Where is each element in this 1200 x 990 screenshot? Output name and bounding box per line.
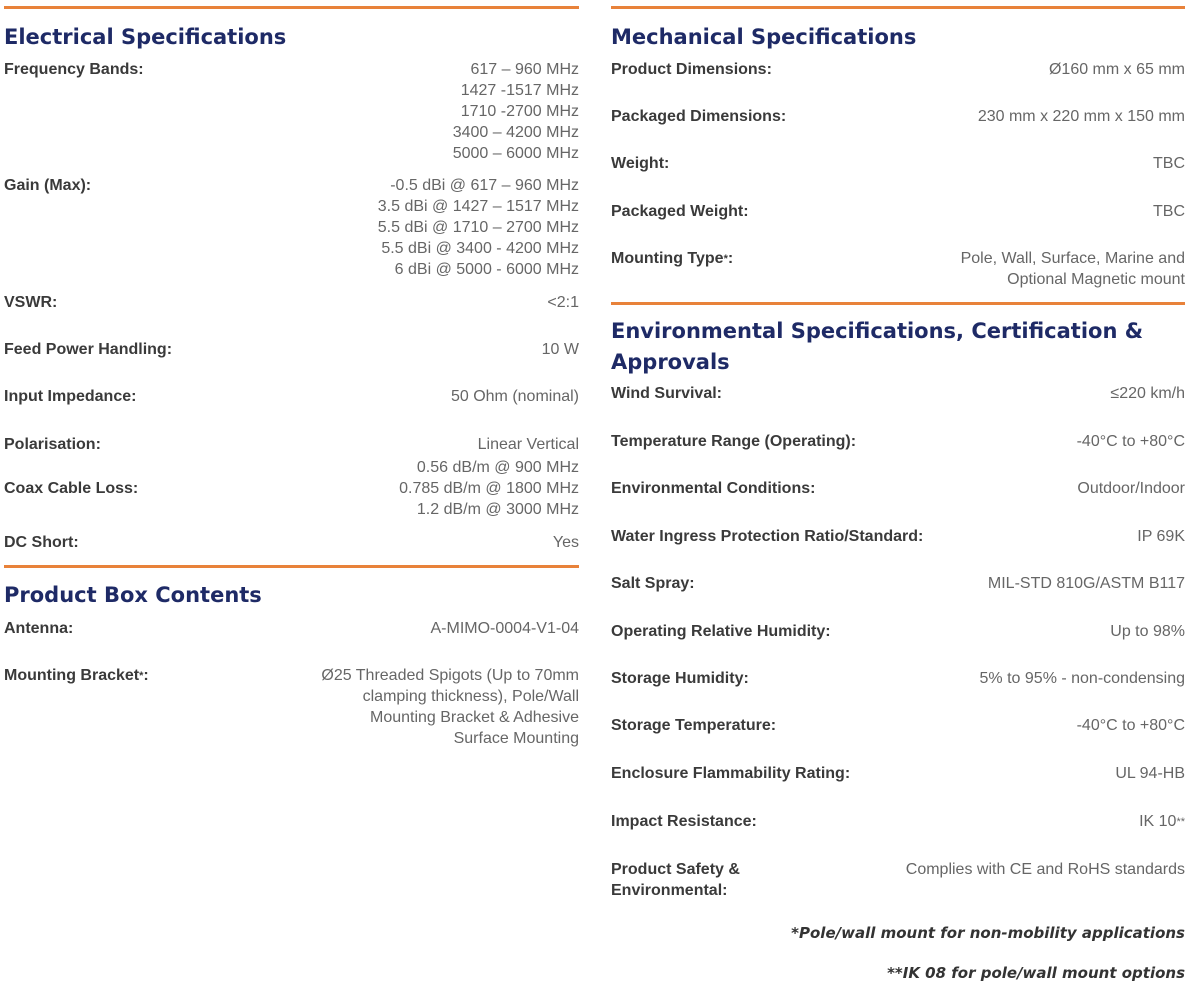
spec-label: Product Safety & Environmental: [611, 861, 740, 899]
spec-value: UL 94-HB [1115, 765, 1185, 782]
footnote-marker: * [139, 670, 144, 682]
spec-label: Mounting Bracket*: [4, 667, 149, 684]
spec-label: Input Impedance: [4, 388, 137, 405]
spec-label: Gain (Max): [4, 177, 92, 194]
spec-value: Outdoor/Indoor [1077, 480, 1185, 497]
spec-row [4, 59, 579, 164]
spec-value: TBC [1153, 155, 1185, 172]
spec-row [4, 386, 579, 407]
spec-row [611, 248, 1185, 290]
spec-row [4, 175, 579, 280]
spec-row [611, 383, 1185, 404]
spec-row [4, 434, 579, 455]
spec-value: Complies with CE and RoHS standards [905, 861, 1185, 878]
spec-label: Weight: [611, 155, 670, 172]
spec-row [611, 621, 1185, 642]
footnote-ik-rating: **IK 08 for pole/wall mount options [887, 964, 1185, 982]
spec-row [611, 859, 1185, 901]
spec-value: <2:1 [547, 294, 579, 311]
spec-value: 0.56 dB/m @ 900 MHz 0.785 dB/m @ 1800 MHz 1.2 dB/m @ 3000 MHz [399, 459, 579, 518]
spec-label: Frequency Bands: [4, 61, 144, 78]
spec-value: 10 W [541, 341, 579, 358]
spec-label: Product Dimensions: [611, 61, 772, 78]
section-divider [4, 565, 579, 568]
spec-label: Storage Temperature: [611, 717, 777, 734]
spec-value: 5% to 95% - non-condensing [979, 670, 1185, 687]
footnote-pole-mount: *Pole/wall mount for non-mobility applications [791, 924, 1185, 942]
spec-row [611, 59, 1185, 80]
environmental-title: Environmental Specifications, Certification & Approvals [611, 319, 1144, 374]
spec-value: TBC [1153, 203, 1185, 220]
spec-row [611, 811, 1185, 833]
spec-value: Up to 98% [1110, 623, 1185, 640]
section-divider [611, 6, 1185, 9]
spec-value: -40°C to +80°C [1076, 433, 1185, 450]
right-column [611, 0, 1185, 901]
spec-value: IK 10** [1139, 813, 1185, 830]
spec-row [611, 153, 1185, 174]
spec-label: Impact Resistance: [611, 813, 757, 830]
spec-row [611, 478, 1185, 499]
spec-label: Water Ingress Protection Ratio/Standard: [611, 528, 924, 545]
spec-label: DC Short: [4, 534, 79, 551]
footnote-marker: * [723, 253, 728, 265]
spec-value: Pole, Wall, Surface, Marine and Optional Magnetic mount [960, 250, 1185, 288]
section-divider [611, 302, 1185, 305]
spec-value: Yes [552, 534, 579, 551]
mechanical-title: Mechanical Specifications [611, 25, 917, 49]
spec-value: -40°C to +80°C [1076, 717, 1185, 734]
spec-value: IP 69K [1137, 528, 1185, 545]
spec-label: VSWR: [4, 294, 58, 311]
spec-label: Operating Relative Humidity: [611, 623, 831, 640]
spec-row [611, 431, 1185, 452]
spec-row [611, 201, 1185, 222]
spec-label: Antenna: [4, 620, 74, 637]
spec-value: A-MIMO-0004-V1-04 [430, 620, 579, 637]
spec-label: Wind Survival: [611, 385, 722, 402]
spec-row [611, 763, 1185, 784]
spec-row [4, 457, 579, 520]
spec-label: Packaged Dimensions: [611, 108, 787, 125]
spec-row [611, 526, 1185, 547]
spec-value: 230 mm x 220 mm x 150 mm [977, 108, 1185, 125]
spec-row [611, 106, 1185, 127]
spec-value: Ø25 Threaded Spigots (Up to 70mm clamping thickness), Pole/Wall Mounting Bracket & Adhesive Surface Mounting [321, 667, 579, 747]
spec-row [4, 532, 579, 553]
spec-value: 50 Ohm (nominal) [450, 388, 579, 405]
box-contents-title: Product Box Contents [4, 583, 262, 607]
spec-label: Enclosure Flammability Rating: [611, 765, 851, 782]
spec-value: ≤220 km/h [1110, 385, 1185, 402]
spec-value: Linear Vertical [477, 436, 579, 453]
spec-row [611, 573, 1185, 594]
spec-value: MIL-STD 810G/ASTM B117 [987, 575, 1185, 592]
spec-label: Feed Power Handling: [4, 341, 173, 358]
spec-value: Ø160 mm x 65 mm [1048, 61, 1185, 78]
left-column [4, 0, 579, 749]
spec-row [611, 715, 1185, 736]
spec-label: Storage Humidity: [611, 670, 749, 687]
spec-row [4, 618, 579, 639]
spec-label: Packaged Weight: [611, 203, 749, 220]
spec-value: -0.5 dBi @ 617 – 960 MHz 3.5 dBi @ 1427 – 1517 MHz 5.5 dBi @ 1710 – 2700 MHz 5.5 dBi @ 3400 - 4200 MHz 6 dBi @ 5000 - 6000 MHz [377, 177, 579, 278]
spec-row [4, 292, 579, 313]
spec-row [611, 668, 1185, 689]
section-divider [4, 6, 579, 9]
footnote-marker: ** [1176, 816, 1185, 828]
spec-label: Polarisation: [4, 436, 101, 453]
spec-label: Salt Spray: [611, 575, 695, 592]
spec-label: Coax Cable Loss: [4, 480, 139, 497]
electrical-title: Electrical Specifications [4, 25, 287, 49]
spec-value: 617 – 960 MHz 1427 -1517 MHz 1710 -2700 MHz 3400 – 4200 MHz 5000 – 6000 MHz [452, 61, 579, 162]
spec-label: Temperature Range (Operating): [611, 433, 857, 450]
spec-label: Mounting Type*: [611, 250, 734, 267]
spec-row [4, 339, 579, 360]
spec-label: Environmental Conditions: [611, 480, 816, 497]
spec-row [4, 665, 579, 749]
